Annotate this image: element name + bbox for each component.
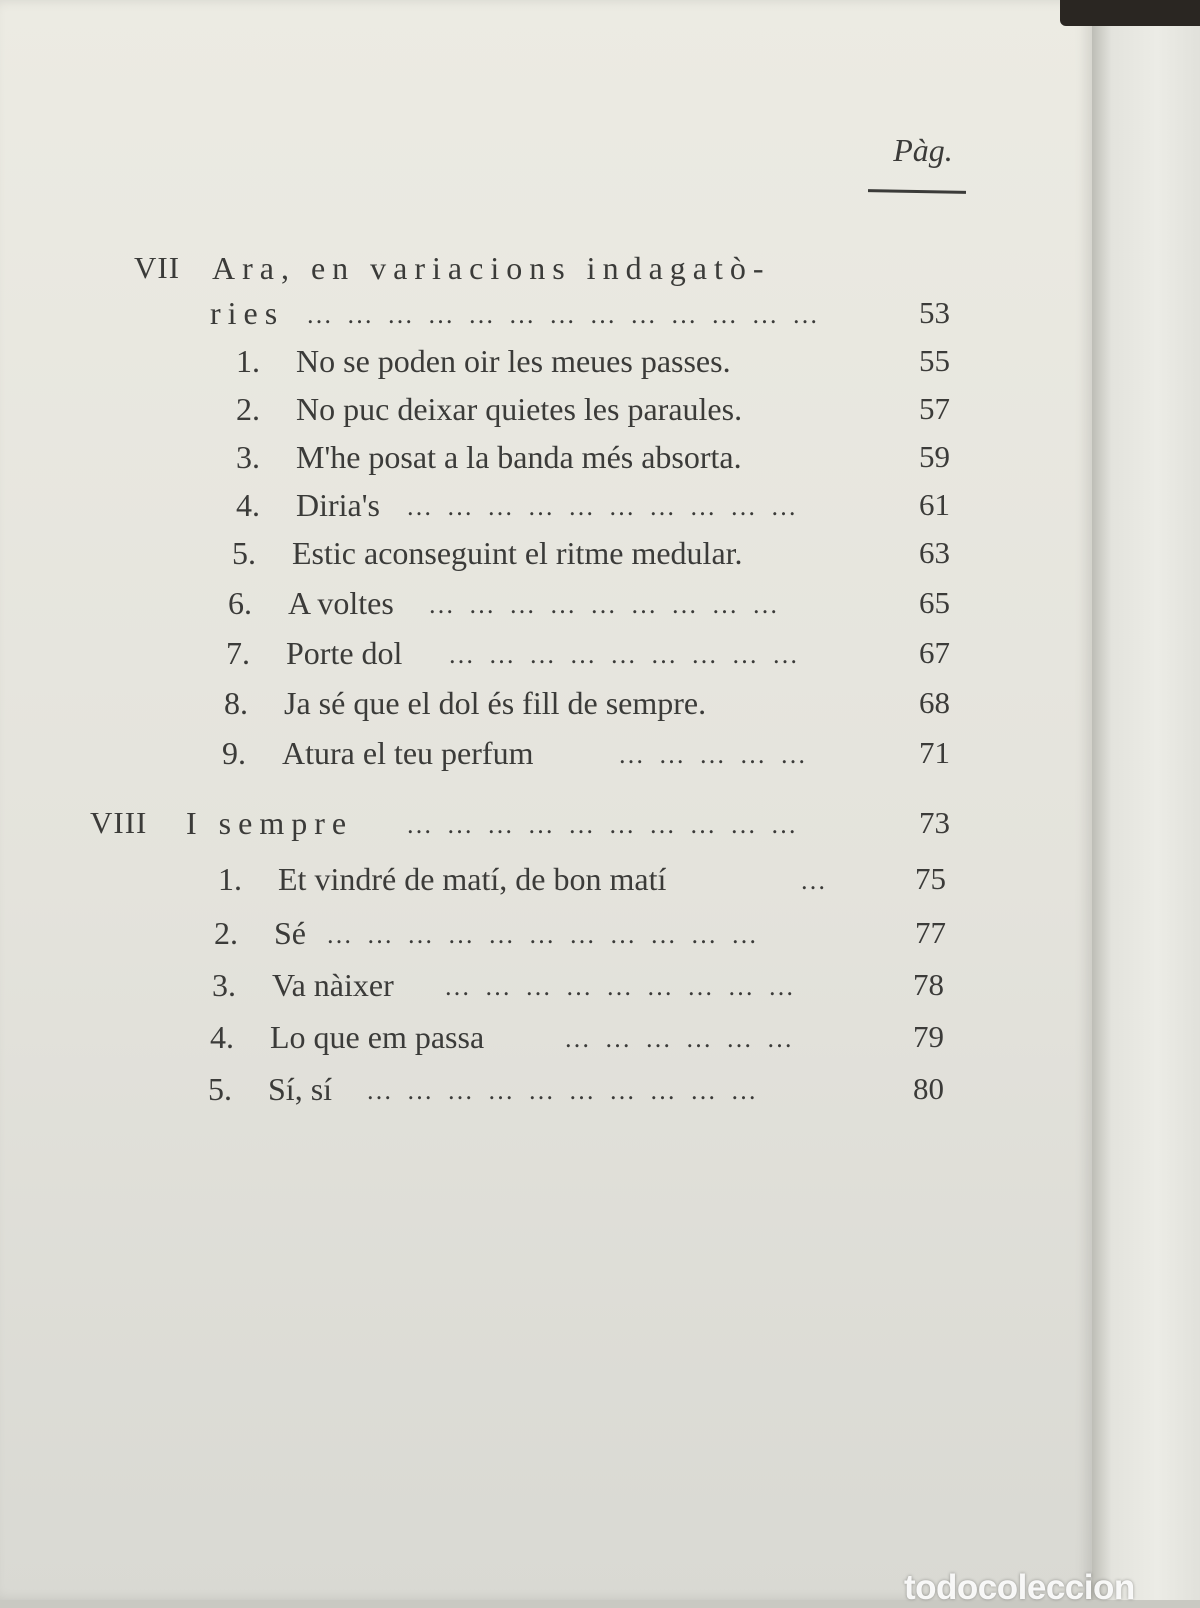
leader-dots: … … … … … … … … … … … … … bbox=[306, 300, 822, 329]
page-column-header: Pàg. bbox=[893, 132, 953, 168]
page-number: 79 bbox=[913, 1019, 944, 1054]
entry-title: Porte dol bbox=[286, 635, 403, 671]
entry-title: M'he posat a la banda més absorta. bbox=[296, 439, 742, 475]
leader-dots: … … … … … … … … … … bbox=[366, 1076, 761, 1105]
book-spine-shadow bbox=[1060, 0, 1200, 26]
toc-entry bbox=[212, 962, 944, 1008]
page-number: 59 bbox=[919, 439, 950, 474]
entry-number: 1. bbox=[236, 343, 260, 379]
section-vii-title-row bbox=[134, 245, 874, 291]
toc-entry bbox=[236, 338, 950, 384]
entry-title: Diria's bbox=[296, 487, 380, 523]
entry-number: 3. bbox=[236, 439, 260, 475]
entry-number: 2. bbox=[236, 391, 260, 427]
page-number: 68 bbox=[919, 685, 950, 720]
toc-entry bbox=[236, 482, 950, 528]
toc-entry bbox=[228, 580, 950, 626]
entry-title: Lo que em passa bbox=[270, 1019, 485, 1055]
toc-entry bbox=[236, 386, 950, 432]
toc-entry bbox=[210, 1014, 944, 1060]
entry-number: 5. bbox=[232, 535, 256, 571]
leader-dots: … … … … … … bbox=[564, 1024, 797, 1053]
leader-dots: … … … … … … … … … … bbox=[406, 492, 801, 521]
entry-title: Ja sé que el dol és fill de sempre. bbox=[284, 685, 707, 721]
entry-title: No puc deixar quietes les paraules. bbox=[296, 391, 743, 427]
entry-number: 1. bbox=[218, 861, 242, 897]
entry-title: Et vindré de matí, de bon matí bbox=[278, 861, 667, 897]
page-number: 53 bbox=[919, 295, 950, 330]
entry-title: Va nàixer bbox=[272, 967, 394, 1003]
toc-entry bbox=[222, 730, 950, 776]
entry-number: 2. bbox=[214, 915, 238, 951]
next-page-edge bbox=[1092, 0, 1200, 1600]
entry-number: 8. bbox=[224, 685, 248, 721]
toc-entry bbox=[226, 630, 950, 676]
page-number: 80 bbox=[913, 1071, 944, 1106]
section-vii-title-row-2 bbox=[210, 290, 950, 336]
page-number: 77 bbox=[915, 915, 946, 950]
page-number: 55 bbox=[919, 343, 950, 378]
entry-number: 3. bbox=[212, 967, 236, 1003]
section-title: I sempre bbox=[186, 805, 354, 841]
page-number: 78 bbox=[913, 967, 944, 1002]
leader-dots: … … … … … bbox=[618, 740, 810, 769]
toc-entry bbox=[224, 680, 950, 726]
toc-entry bbox=[218, 856, 946, 902]
leader-dots: … … … … … … … … … bbox=[448, 640, 802, 669]
page-number: 73 bbox=[919, 805, 950, 840]
entry-number: 6. bbox=[228, 585, 252, 621]
entry-number: 7. bbox=[226, 635, 250, 671]
leader-dots: … … … … … … … … … … bbox=[406, 810, 801, 839]
toc-entry bbox=[214, 910, 946, 956]
entry-title: A voltes bbox=[288, 585, 394, 621]
page-number: 61 bbox=[919, 487, 950, 522]
entry-title: Estic aconseguint el ritme medular. bbox=[292, 535, 743, 571]
leader-dots: … … … … … … … … … … … bbox=[326, 920, 761, 949]
page-number: 57 bbox=[919, 391, 950, 426]
page-number: 67 bbox=[919, 635, 950, 670]
toc-entry bbox=[208, 1066, 944, 1112]
entry-title: Atura el teu perfum bbox=[282, 735, 534, 771]
section-title: Ara, en variacions indagatò- bbox=[212, 250, 771, 286]
entry-title: No se poden oir les meues passes. bbox=[296, 343, 731, 379]
entry-number: 4. bbox=[210, 1019, 234, 1055]
entry-number: 9. bbox=[222, 735, 246, 771]
section-viii-title-row bbox=[90, 800, 950, 846]
page-number: 75 bbox=[915, 861, 946, 896]
page-number: 63 bbox=[919, 535, 950, 570]
page-number: 65 bbox=[919, 585, 950, 620]
entry-title: Sé bbox=[274, 915, 306, 951]
entry-number: 5. bbox=[208, 1071, 232, 1107]
section-roman-numeral: VIII bbox=[90, 805, 148, 840]
section-roman-numeral: VII bbox=[134, 250, 181, 285]
entry-title: Sí, sí bbox=[268, 1071, 333, 1107]
leader-dots: … … … … … … … … … bbox=[444, 972, 798, 1001]
entry-number: 4. bbox=[236, 487, 260, 523]
toc-entry bbox=[236, 434, 950, 480]
page-number: 71 bbox=[919, 735, 950, 770]
leader-dots: … bbox=[800, 866, 830, 895]
section-title-continued: ries bbox=[210, 295, 285, 331]
watermark-logo: todocoleccion bbox=[904, 1568, 1135, 1607]
leader-dots: … … … … … … … … … bbox=[428, 590, 782, 619]
toc-entry bbox=[232, 530, 950, 576]
